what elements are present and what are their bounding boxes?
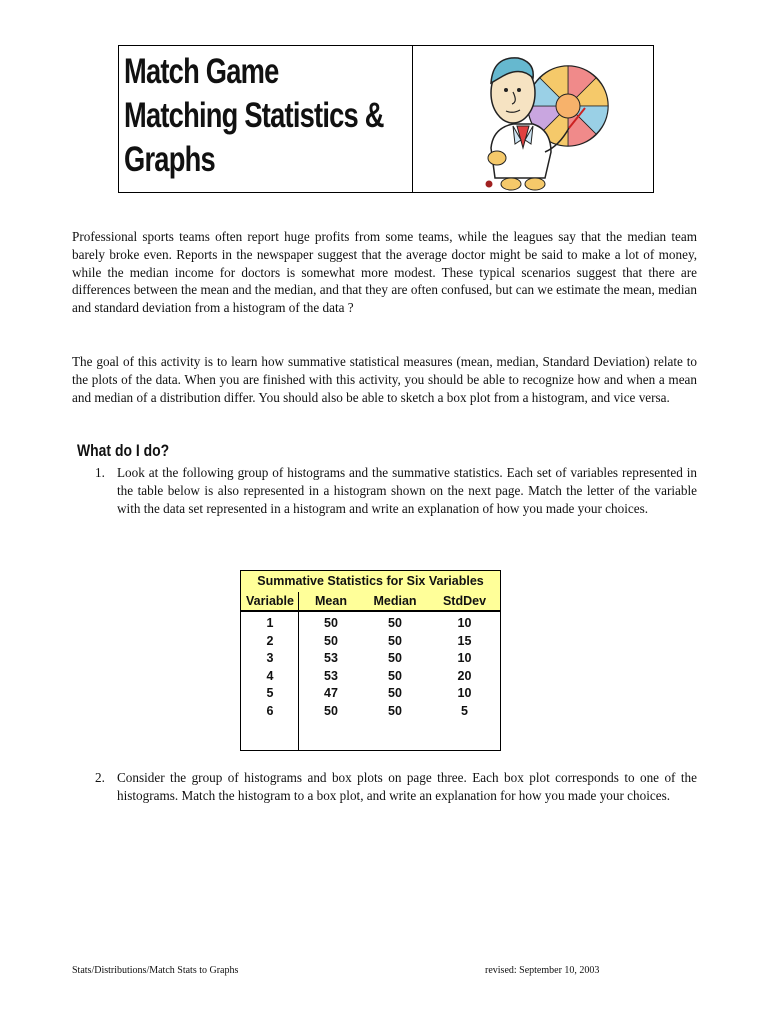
table-cell: 50 — [324, 703, 338, 718]
summative-statistics-table — [240, 570, 501, 751]
table-row — [241, 703, 500, 721]
table-cell: 50 — [324, 616, 338, 630]
table-cell: 50 — [388, 651, 402, 665]
table-cell: 1 — [266, 616, 274, 630]
intro-paragraph-2: The goal of this activity is to learn how summative statistical measures (mean, median, Standard Deviation) relate to the plots of the data. When you are finished with this activity, you should be able to recognize how and when a mean and median of a distribution differ. You should also be able to sketch a box plot from a histogram, and vice versa. — [72, 354, 697, 405]
table-cell: 50 — [388, 686, 402, 700]
table-header-variable: Variable — [246, 594, 294, 608]
table-cell: 50 — [324, 633, 338, 648]
list-item-number: 2. — [95, 770, 105, 785]
footer-path: Stats/Distributions/Match Stats to Graphs — [72, 965, 239, 976]
list-item-number: 1. — [95, 465, 105, 480]
intro-paragraph-1: Professional sports teams often report huge profits from some teams, while the leagues say that the median team barely broke even. Reports in the newspaper suggest that the average doctor might be said to make a lot of money, while the median income for doctors is somewhat more modest. These typical scenarios suggest that there are differences between the mean and the median, and that they are often confused, but can we estimate the mean, median and standard deviation from a histogram of the data ? — [72, 229, 697, 316]
table-cell: 10 — [457, 686, 472, 700]
table-header-median: Median — [373, 594, 417, 608]
section-heading: What do I do? — [77, 441, 170, 460]
list-item-text: Look at the following group of histograms and the summative statistics. Each set of variables represented in the table below is also represented in a histogram shown on the next page. Match the letter of the variable with the data set represented in a histogram and write an explanation of how you made your choices. — [117, 465, 697, 516]
title-line-2: Matching Statistics & — [124, 96, 384, 135]
table-cell: 6 — [266, 703, 274, 718]
table-cell: 50 — [388, 633, 402, 648]
table-cell: 15 — [457, 633, 472, 648]
table-header-stddev: StdDev — [442, 594, 487, 608]
table-cell: 50 — [388, 616, 402, 630]
table-cell: 10 — [457, 616, 472, 630]
title-line-1: Match Game — [124, 52, 279, 91]
table-row — [241, 668, 500, 686]
table-title: Summative Statistics for Six Variables — [241, 571, 500, 592]
footer-revised: revised: September 10, 2003 — [485, 965, 600, 976]
table-cell: 20 — [457, 668, 472, 683]
list-item — [95, 464, 697, 518]
list-item-text: Consider the group of histograms and box plots on page three. Each box plot corresponds to one of the histograms. Match the histogram to a box plot, and write an explanation for how you made your choices. — [117, 770, 697, 803]
page-title — [119, 46, 413, 192]
table-cell: 50 — [388, 703, 402, 718]
table-row — [241, 615, 500, 633]
title-line-3: Graphs — [124, 140, 215, 179]
table-cell: 2 — [266, 633, 274, 648]
table-row — [241, 650, 500, 668]
list-item — [95, 769, 697, 805]
game-host-icon — [473, 48, 613, 192]
table-cell: 53 — [324, 651, 338, 665]
table-cell: 4 — [266, 668, 274, 683]
table-cell: 5 — [266, 686, 274, 700]
table-header-mean: Mean — [315, 594, 347, 608]
header-box — [118, 45, 654, 193]
game-show-clipart — [413, 46, 653, 192]
table-cell: 53 — [324, 668, 338, 683]
table-cell: 47 — [324, 686, 338, 700]
table-cell: 50 — [388, 668, 402, 683]
table-cell: 3 — [266, 651, 274, 665]
table-row — [241, 685, 500, 703]
table-body — [241, 612, 500, 720]
table-cell: 5 — [461, 703, 468, 718]
table-cell: 10 — [457, 651, 472, 665]
table-header-row — [241, 592, 500, 612]
table-row — [241, 633, 500, 651]
